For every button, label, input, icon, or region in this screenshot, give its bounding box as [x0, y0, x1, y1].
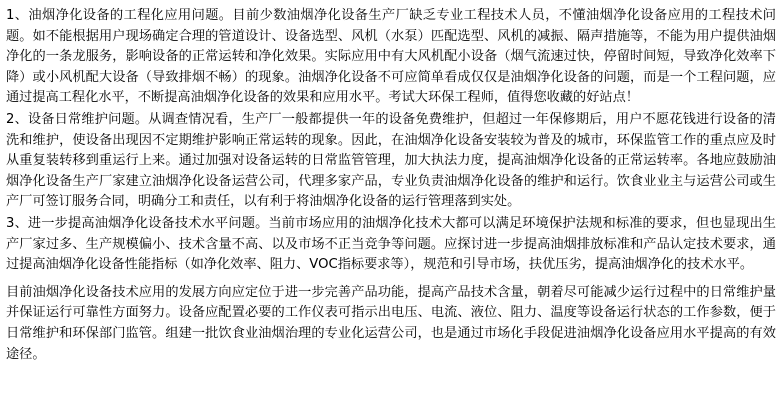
paragraph-2: 2、设备日常维护问题。从调查情况看，生产厂一般都提供一年的设备免费维护，但超过一年保修期后，用户不愿花钱进行设备的清洗和维护，使设备出现因不定期维护影响正常运转的现象。因此，在油烟净化设备安装较为普及的城市，环保监管工作的重点应及时从重复装转移到重运行上来。通过加强对设备运转的日常监管管理，加大执法力度，提高油烟净化设备的正常运转率。各地应鼓励油烟净化设备生产厂家建立油烟净化设备运营公司，代理多家产品，专业负责油烟净化设备的维护和运行。饮食业业主与运营公司或生产厂可签订服务合同，明确分工和责任，以有利于将油烟净化设备的运行管理落到实处。: [6, 111, 776, 210]
paragraph-1: 1、油烟净化设备的工程化应用问题。目前少数油烟净化设备生产厂缺乏专业工程技术人员，不懂油烟净化设备应用的工程技术问题。如不能根据用户现场确定合理的管道设计、设备选型、风机（水泵）匹配选型、风机的减振、隔声措施等，不能为用户提供油烟净化的一条龙服务，影响设备的正常运转和净化效果。实际应用中有大风机配小设备（烟气流速过快，停留时间短，导致净化效率下降）或小风机配大设备（导致排烟不畅）的现象。油烟净化设备不可应简单看成仅仅是油烟净化设备的问题，而是一个工程问题，应通过提高工程化水平，不断提高油烟净化设备的效果和应用水平。考试大环保工程师，值得您收藏的好站点！: [6, 8, 776, 106]
paragraph-3: 3、进一步提高油烟净化设备技术水平问题。当前市场应用的油烟净化技术大都可以满足环境保护法规和标准的要求，但也显现出生产厂家过多、生产规模偏小、技术含量不高、以及市场不正当竞争等问题。应探讨进一步提高油烟排放标准和产品认定技术要求，通过提高油烟净化设备性能指标（如净化效率、阻力、VOC指标要求等），规范和引导市场，扶优压劣，提高油烟净化的技术水平。: [6, 215, 776, 273]
paragraph-4: 目前油烟净化设备技术应用的发展方向应定位于进一步完善产品功能，提高产品技术含量，朝着尽可能减少运行过程中的日常维护量并保证运行可靠性方面努力。设备应配置必要的工作仪表可指示出电压、电流、液位、阻力、温度等设备运行状态的工作参数，便于日常维护和环保部门监管。组建一批饮食业油烟治理的专业化运营公司，也是通过市场化手段促进油烟净化设备应用水平提高的有效途径。: [6, 284, 776, 362]
